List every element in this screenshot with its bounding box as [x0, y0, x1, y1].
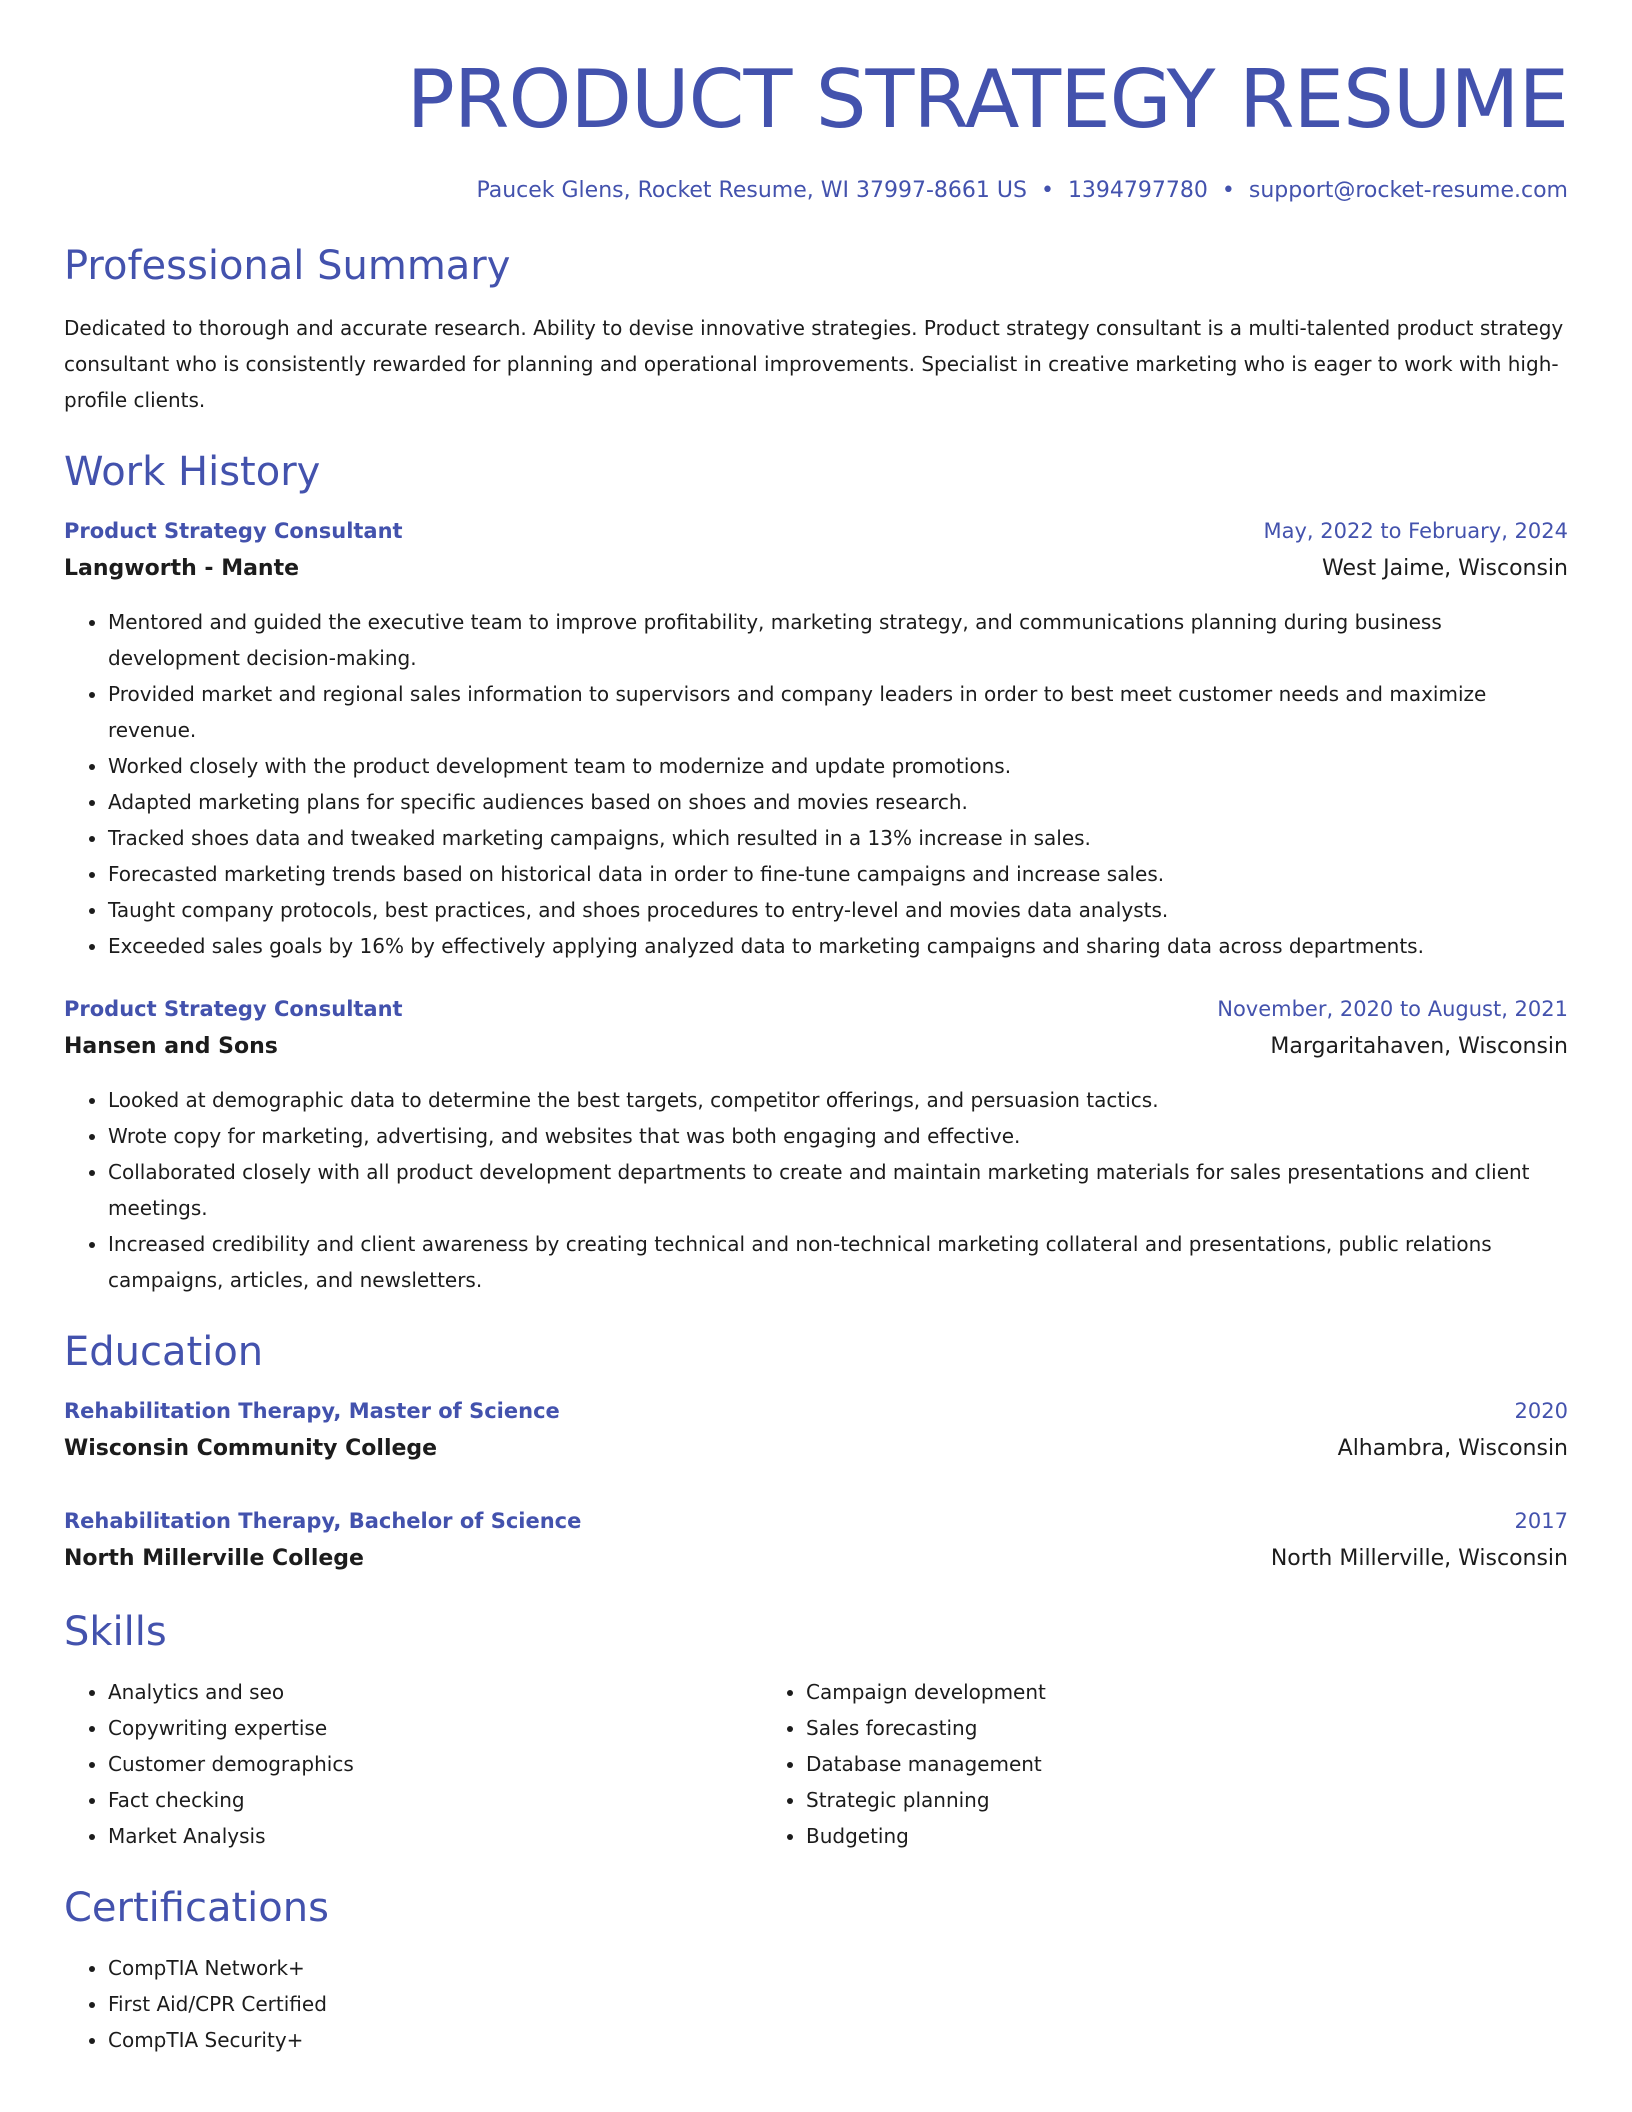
- education-entry: [64, 1502, 1568, 1578]
- summary-section: [64, 240, 1568, 418]
- job-bullet: • Wrote copy for marketing, advertising, and websites that was both engaging and effective.: [108, 1118, 1568, 1154]
- education-year: 2020: [1514, 1399, 1568, 1423]
- job-company-row: [64, 550, 1568, 588]
- job-bullet: • Provided market and regional sales information to supervisors and company leaders in order to best meet customer needs and maximize revenue.: [108, 676, 1568, 748]
- job-company: Hansen and Sons: [64, 1034, 278, 1059]
- skills-list-left: [64, 1674, 762, 1854]
- education-section: [64, 1326, 1568, 1578]
- certification-item: • CompTIA Network+: [108, 1950, 1568, 1986]
- contact-separator: •: [1040, 178, 1054, 203]
- job-role: Product Strategy Consultant: [64, 519, 403, 543]
- job-bullet: • Worked closely with the product development team to modernize and update promotions.: [108, 748, 1568, 784]
- skill-item: • Campaign development: [806, 1674, 1504, 1710]
- job-bullets: [64, 604, 1568, 964]
- education-degree: Rehabilitation Therapy, Bachelor of Science: [64, 1509, 582, 1533]
- job-role: Product Strategy Consultant: [64, 997, 403, 1021]
- skill-item: • Strategic planning: [806, 1782, 1504, 1818]
- education-header-row: [64, 1502, 1568, 1540]
- job-entry: [64, 512, 1568, 964]
- education-header-row: [64, 1392, 1568, 1430]
- section-title-certifications: Certifications: [64, 1885, 329, 1931]
- contact-separator: •: [1221, 178, 1235, 203]
- job-company: Langworth - Mante: [64, 556, 300, 581]
- certification-item: • First Aid/CPR Certified: [108, 1986, 1568, 2022]
- job-entry: [64, 990, 1568, 1298]
- resume-page: [64, 0, 1568, 2058]
- skill-item: • Copywriting expertise: [108, 1710, 762, 1746]
- job-location: Margaritahaven, Wisconsin: [1270, 1034, 1568, 1059]
- skill-item: • Database management: [806, 1746, 1504, 1782]
- job-dates: November, 2020 to August, 2021: [1217, 997, 1568, 1021]
- education-entry: [64, 1392, 1568, 1468]
- education-location: Alhambra, Wisconsin: [1337, 1436, 1568, 1461]
- skills-list-right: [762, 1674, 1504, 1854]
- education-school: Wisconsin Community College: [64, 1436, 438, 1461]
- job-dates: May, 2022 to February, 2024: [1263, 519, 1568, 543]
- certifications-list: [64, 1950, 1568, 2058]
- skill-item: • Market Analysis: [108, 1818, 762, 1854]
- job-bullet: • Increased credibility and client awareness by creating technical and non-technical marketing collateral and presentations, public relations campaigns, articles, and newsletters.: [108, 1226, 1568, 1298]
- job-bullet: • Taught company protocols, best practices, and shoes procedures to entry-level and movies data analysts.: [108, 892, 1568, 928]
- resume-name: PRODUCT STRATEGY RESUME: [406, 53, 1568, 146]
- section-title-skills: Skills: [64, 1609, 167, 1655]
- job-location: West Jaime, Wisconsin: [1322, 556, 1568, 581]
- job-bullet: • Tracked shoes data and tweaked marketing campaigns, which resulted in a 13% increase in sales.: [108, 820, 1568, 856]
- contact-line: [64, 176, 1568, 206]
- contact-phone: 1394797780: [1067, 178, 1208, 203]
- job-company-row: [64, 1028, 1568, 1066]
- skill-item: • Fact checking: [108, 1782, 762, 1818]
- education-year: 2017: [1514, 1509, 1568, 1533]
- certifications-section: [64, 1882, 1568, 2058]
- education-school: North Millerville College: [64, 1546, 364, 1571]
- skill-item: • Budgeting: [806, 1818, 1504, 1854]
- skill-item: • Analytics and seo: [108, 1674, 762, 1710]
- certification-item: • CompTIA Security+: [108, 2022, 1568, 2058]
- job-bullet: • Looked at demographic data to determine the best targets, competitor offerings, and persuasion tactics.: [108, 1082, 1568, 1118]
- job-header-row: [64, 512, 1568, 550]
- education-location: North Millerville, Wisconsin: [1270, 1546, 1568, 1571]
- job-bullets: [64, 1082, 1568, 1298]
- education-school-row: [64, 1540, 1568, 1578]
- job-bullet: • Forecasted marketing trends based on historical data in order to fine-tune campaigns and increase sales.: [108, 856, 1568, 892]
- skills-columns: [64, 1674, 1568, 1854]
- job-header-row: [64, 990, 1568, 1028]
- section-title-summary: Professional Summary: [64, 243, 511, 289]
- work-history-section: [64, 446, 1568, 1298]
- education-school-row: [64, 1430, 1568, 1468]
- section-title-education: Education: [64, 1329, 264, 1375]
- job-bullet: • Collaborated closely with all product development departments to create and maintain marketing materials for sales presentations and client meetings.: [108, 1154, 1568, 1226]
- job-bullet: • Mentored and guided the executive team to improve profitability, marketing strategy, and communications planning during business development decision-making.: [108, 604, 1568, 676]
- section-title-work-history: Work History: [64, 449, 321, 495]
- contact-email[interactable]: support@rocket-resume.com: [1248, 178, 1568, 203]
- education-degree: Rehabilitation Therapy, Master of Science: [64, 1399, 560, 1423]
- contact-address: Paucek Glens, Rocket Resume, WI 37997-8661 US: [476, 178, 1027, 203]
- skills-section: [64, 1606, 1568, 1854]
- job-bullet: • Exceeded sales goals by 16% by effectively applying analyzed data to marketing campaigns and sharing data across departments.: [108, 928, 1568, 964]
- summary-text: Dedicated to thorough and accurate research. Ability to devise innovative strategies. Product strategy consultant is a multi-talented product strategy consultant who is consistently rewarded for planning and operational improvements. Specialist in creative marketing who is eager to work with high-profile clients.: [64, 316, 1564, 412]
- skill-item: • Customer demographics: [108, 1746, 762, 1782]
- skill-item: • Sales forecasting: [806, 1710, 1504, 1746]
- job-bullet: • Adapted marketing plans for specific audiences based on shoes and movies research.: [108, 784, 1568, 820]
